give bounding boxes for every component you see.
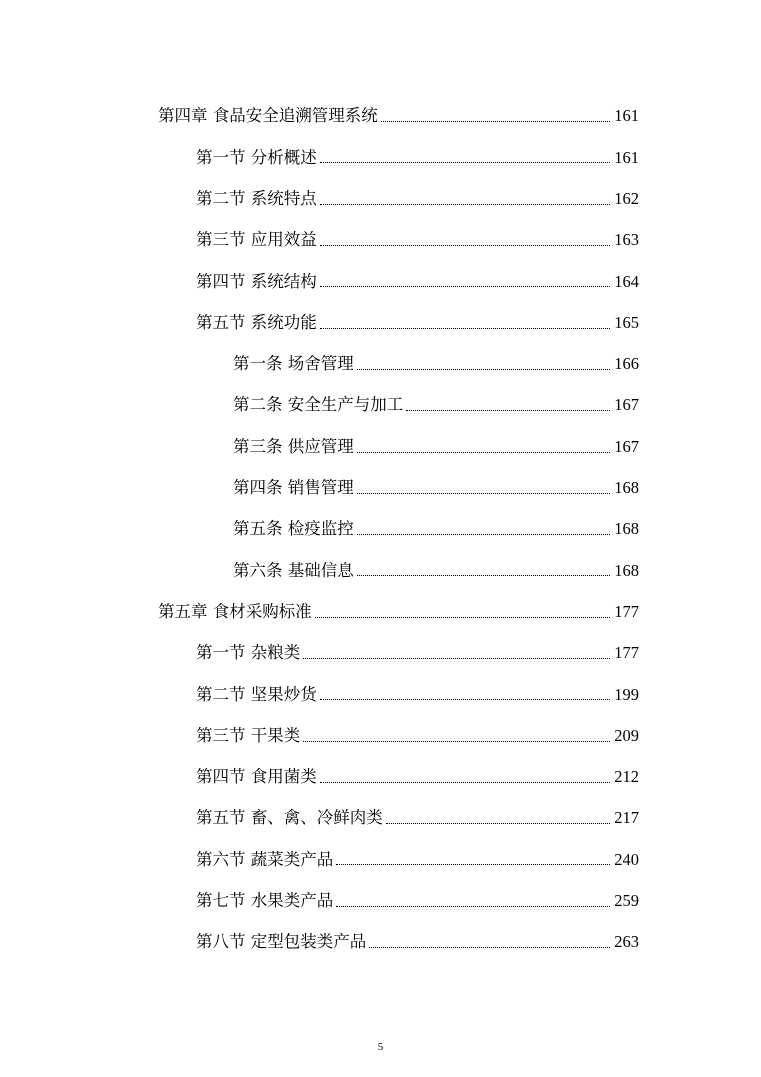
toc-entry-title: 第五章 食材采购标准	[158, 601, 312, 621]
toc-entry-page: 177	[614, 601, 639, 621]
toc-entry-page: 166	[614, 354, 639, 374]
toc-dot-leader	[336, 905, 610, 907]
toc-dot-leader	[320, 161, 610, 163]
toc-entry-page: 165	[614, 312, 639, 332]
toc-entry-page: 163	[614, 230, 639, 250]
toc-entry[interactable]	[196, 261, 639, 302]
toc-dot-leader	[369, 946, 610, 948]
toc-dot-leader	[357, 533, 610, 535]
toc-dot-leader	[320, 698, 610, 700]
toc-dot-leader	[320, 285, 610, 287]
toc-entry-title: 第八节 定型包装类产品	[196, 932, 367, 952]
toc-entry-title: 第四章 食品安全追溯管理系统	[158, 106, 378, 126]
toc-entry[interactable]	[233, 385, 639, 426]
toc-entry[interactable]	[196, 674, 639, 715]
toc-entry[interactable]	[233, 509, 639, 550]
toc-entry-page: 217	[614, 808, 639, 828]
toc-entry-title: 第二节 系统特点	[196, 188, 317, 208]
toc-entry[interactable]	[233, 344, 639, 385]
toc-dot-leader	[381, 120, 610, 122]
toc-entry[interactable]	[158, 96, 639, 137]
toc-entry-title: 第一节 杂粮类	[196, 643, 301, 663]
toc-entry-title: 第五条 检疫监控	[233, 519, 354, 539]
toc-entry[interactable]	[196, 302, 639, 343]
toc-entry-page: 209	[614, 725, 639, 745]
toc-entry[interactable]	[196, 798, 639, 839]
toc-entry-title: 第六节 蔬菜类产品	[196, 849, 334, 869]
toc-entry-page: 161	[614, 106, 639, 126]
toc-entry[interactable]	[196, 220, 639, 261]
toc-dot-leader	[320, 244, 610, 246]
toc-entry-page: 199	[614, 684, 639, 704]
toc-entry[interactable]	[196, 137, 639, 178]
toc-dot-leader	[320, 781, 610, 783]
toc-entry[interactable]	[233, 426, 639, 467]
toc-entry-title: 第三节 干果类	[196, 725, 301, 745]
toc-entry-title: 第二节 坚果炒货	[196, 684, 317, 704]
toc-entry[interactable]	[196, 922, 639, 963]
toc-entry[interactable]	[233, 550, 639, 591]
toc-entry-title: 第七节 水果类产品	[196, 891, 334, 911]
toc-entry-title: 第四节 食用菌类	[196, 767, 317, 787]
toc-entry-title: 第一条 场舍管理	[233, 354, 354, 374]
toc-entry[interactable]	[196, 633, 639, 674]
toc-entry-page: 263	[614, 932, 639, 952]
toc-entry-page: 167	[614, 436, 639, 456]
toc-entry-title: 第四条 销售管理	[233, 478, 354, 498]
toc-entry-title: 第二条 安全生产与加工	[233, 395, 404, 415]
toc-entry-page: 240	[614, 849, 639, 869]
toc-entry-title: 第六条 基础信息	[233, 560, 354, 580]
toc-dot-leader	[357, 368, 610, 370]
toc-dot-leader	[406, 409, 610, 411]
toc-dot-leader	[336, 863, 610, 865]
toc-dot-leader	[303, 657, 610, 659]
toc-dot-leader	[320, 203, 610, 205]
toc-entry[interactable]	[196, 179, 639, 220]
toc-entry-page: 164	[614, 271, 639, 291]
toc-entry-title: 第四节 系统结构	[196, 271, 317, 291]
toc-entry-title: 第一节 分析概述	[196, 147, 317, 167]
toc-entry-page: 168	[614, 519, 639, 539]
toc-dot-leader	[303, 740, 610, 742]
toc-entry-title: 第五节 畜、禽、冷鲜肉类	[196, 808, 383, 828]
toc-entry[interactable]	[196, 881, 639, 922]
toc-dot-leader	[320, 327, 610, 329]
toc-entry-page: 167	[614, 395, 639, 415]
toc-entry[interactable]	[196, 715, 639, 756]
toc-entry[interactable]	[196, 757, 639, 798]
toc-dot-leader	[386, 822, 610, 824]
toc-entry[interactable]	[158, 592, 639, 633]
toc-dot-leader	[357, 574, 610, 576]
toc-entry-page: 177	[614, 643, 639, 663]
toc-entry-page: 168	[614, 478, 639, 498]
toc-dot-leader	[357, 451, 610, 453]
toc-dot-leader	[315, 616, 610, 618]
toc-dot-leader	[357, 492, 610, 494]
toc-entry-page: 259	[614, 891, 639, 911]
toc-entry-page: 161	[614, 147, 639, 167]
table-of-contents	[0, 96, 761, 963]
toc-entry-page: 168	[614, 560, 639, 580]
toc-entry[interactable]	[196, 839, 639, 880]
toc-entry-title: 第三条 供应管理	[233, 436, 354, 456]
toc-entry[interactable]	[233, 468, 639, 509]
toc-entry-title: 第三节 应用效益	[196, 230, 317, 250]
toc-entry-title: 第五节 系统功能	[196, 312, 317, 332]
toc-entry-page: 162	[614, 188, 639, 208]
toc-entry-page: 212	[614, 767, 639, 787]
page-number: 5	[377, 1041, 384, 1053]
